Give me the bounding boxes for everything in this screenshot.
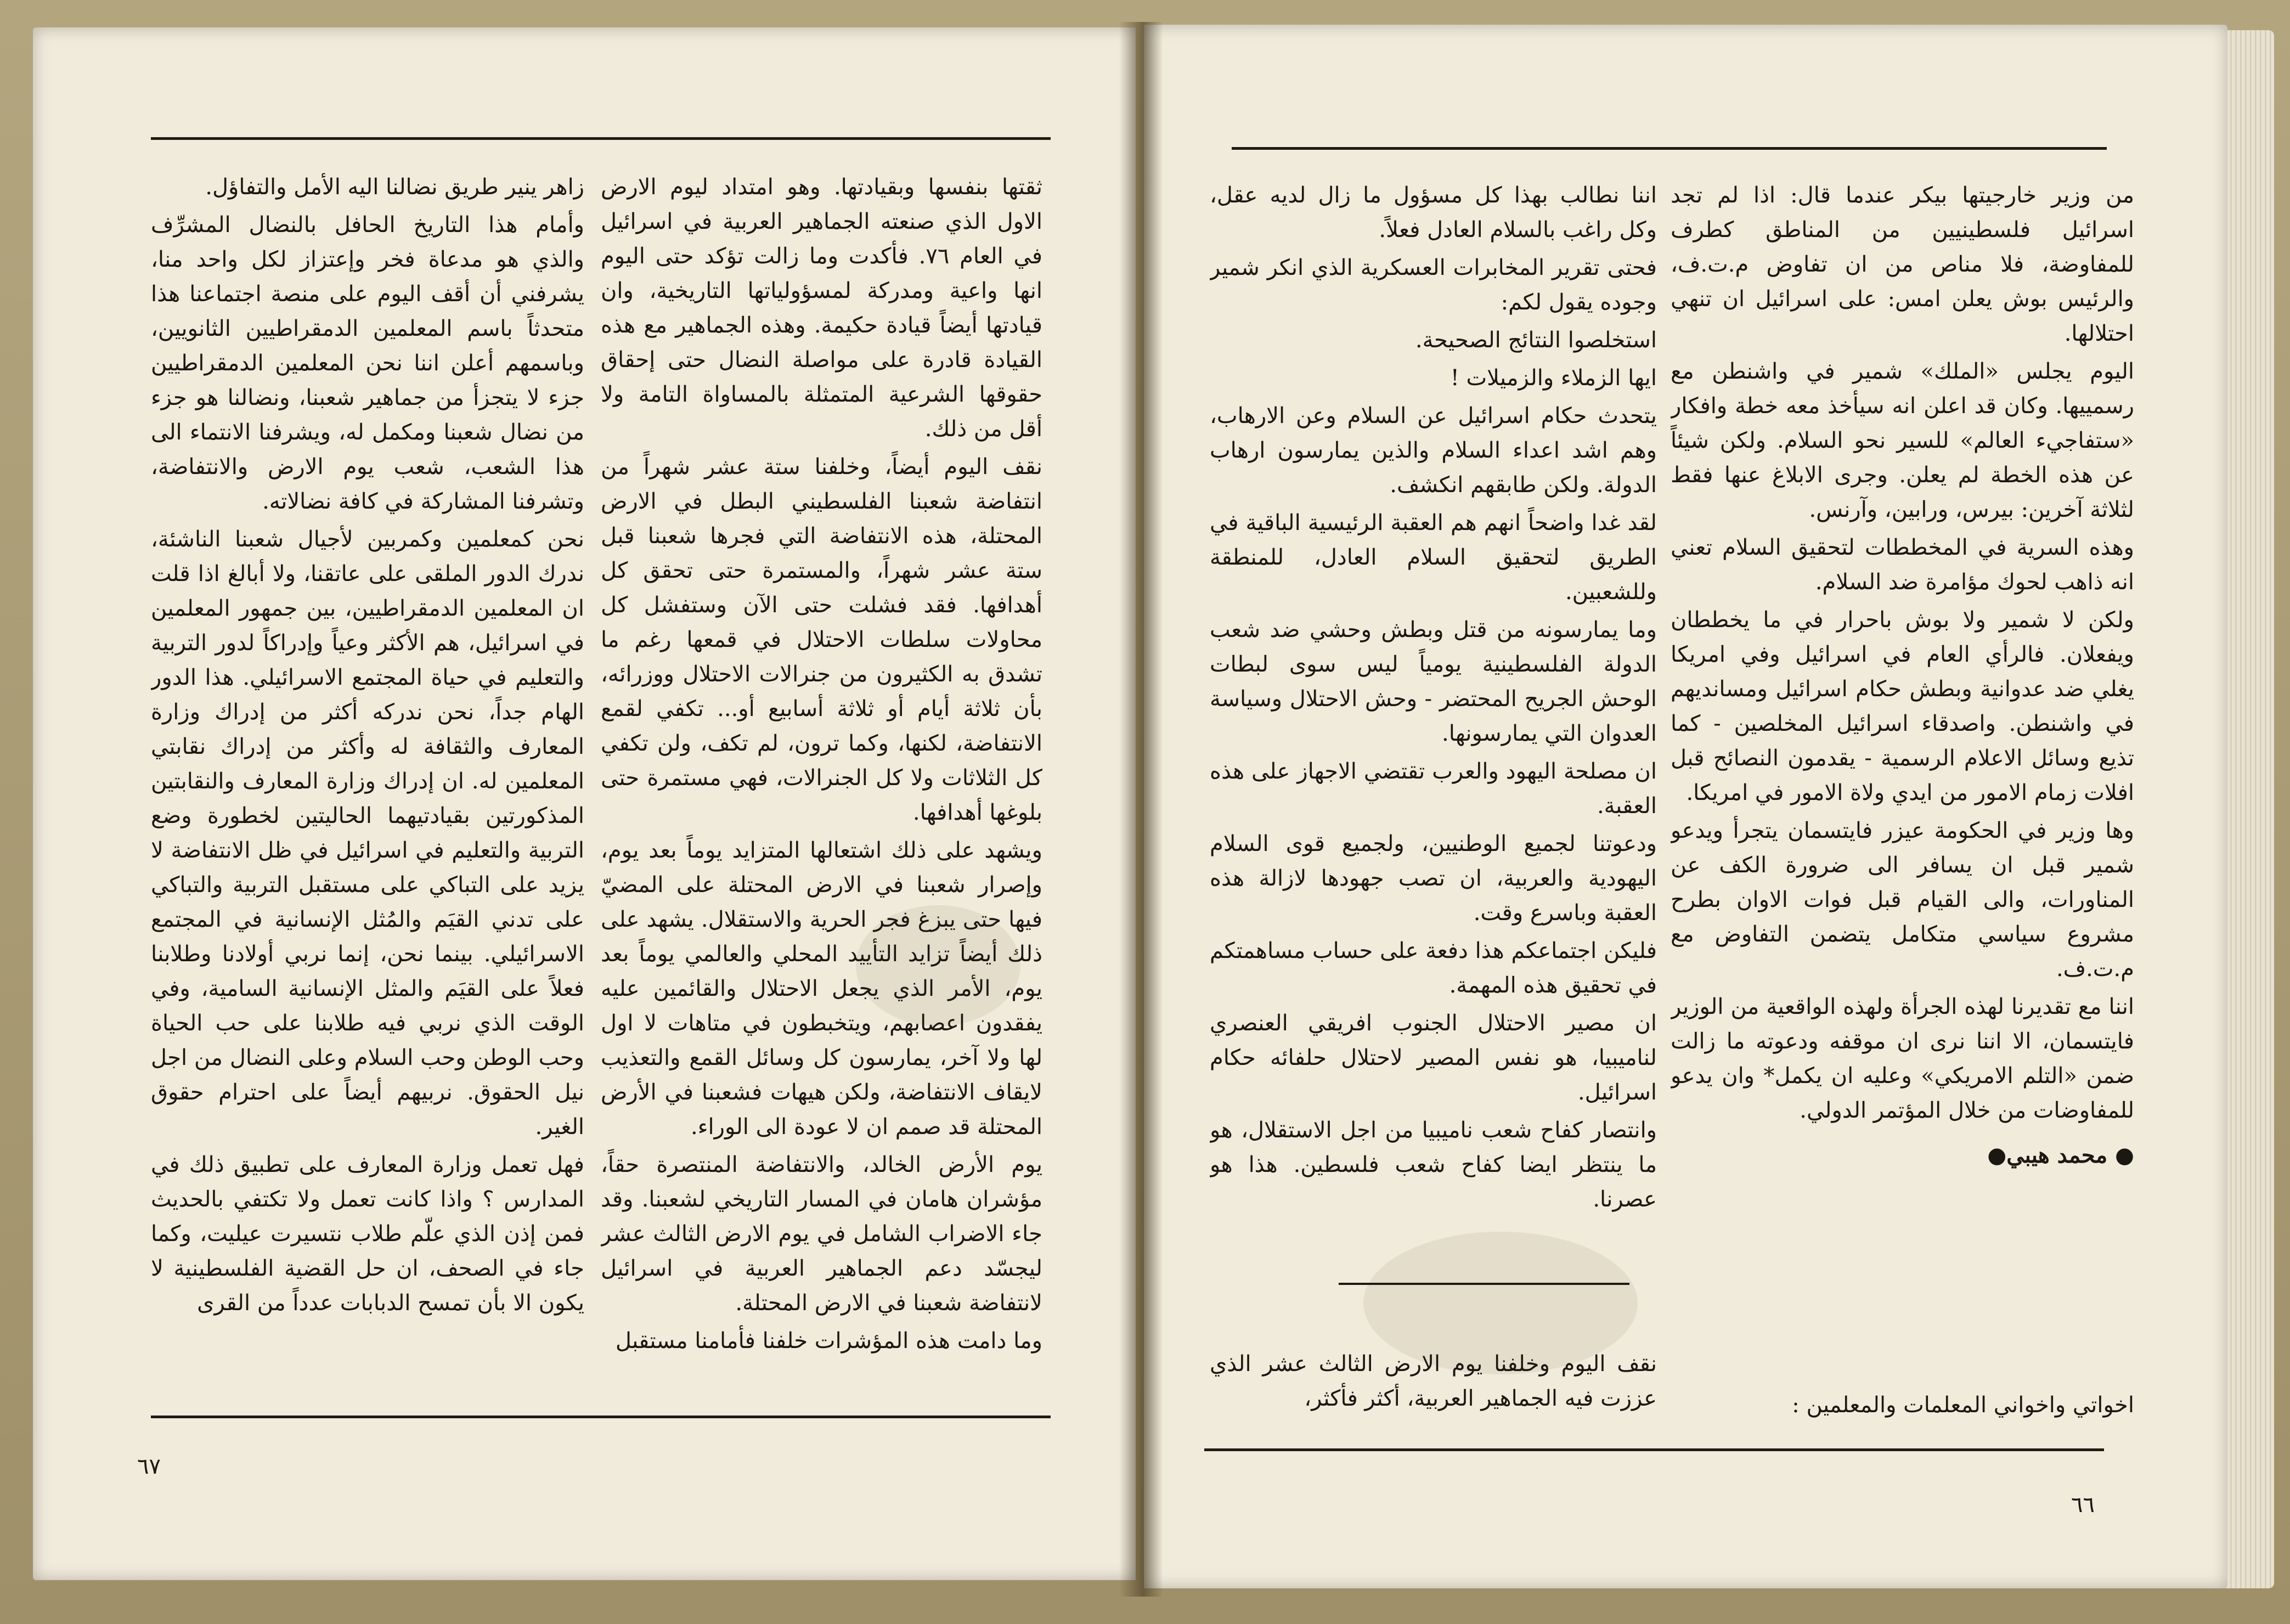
left-page-right-column <box>601 170 1042 1394</box>
paragraph: لقد غدا واضحاً انهم هم العقبة الرئيسية الباقية في الطريق لتحقيق السلام العادل، للمنطقة وللشعبين. <box>1210 510 1657 605</box>
paragraph: فليكن اجتماعكم هذا دفعة على حساب مساهمتكم في تحقيق هذه المهمة. <box>1210 938 1657 998</box>
left-page-left-column <box>151 170 584 1394</box>
paragraph: وانتصار كفاح شعب ناميبيا من اجل الاستقلال، هو ما ينتظر ايضا كفاح شعب فلسطين. هذا هو عصرنا. <box>1210 1118 1657 1212</box>
paragraph: اننا نطالب بهذا كل مسؤول ما زال لديه عقل، وكل راغب بالسلام العادل فعلاً. <box>1210 183 1657 243</box>
right-page-bottom-rule <box>1204 1448 2104 1451</box>
paragraph: نحن كمعلمين وكمربين لأجيال شعبنا الناشئة، ندرك الدور الملقى على عاتقنا، ولا أبالغ اذا قلت ان المعلمين الدمقراطيين، بين جمهور المعلمين في اسرائيل، هم الأكثر وعياً وإدراكاً لدور التربية والتعليم في حياة المجتمع الاسرائيلي. هذا الدور الهام جداً، نحن ندركه أكثر من إدراك وزارة المعارف والثقافة له وأكثر من إدراك نقابتي المعلمين له. ان إدراك وزارة المعارف والنقابتين المذكورتين بقيادتيهما الحاليتين لخطورة وضع التربية والتعليم في اسرائيل في ظل الانتفاضة لا يزيد على التباكي على مستقبل التربية والتباكي على تدني القيَم والمُثل الإنسانية في المجتمع الاسرائيلي. بينما نحن، إنما نربي أولادنا وطلابنا فعلاً على القيَم والمثل الإنسانية السامية، وفي الوقت الذي نربي فيه طلابنا على حب الحياة وحب الوطن وحب السلام وعلى النضال من اجل نيل الحقوق. نربيهم أيضاً على احترام حقوق الغير. <box>151 527 584 1140</box>
paragraph: يتحدث حكام اسرائيل عن السلام وعن الارهاب، وهم اشد اعداء السلام والذين يمارسون ارهاب الدولة. ولكن طابقهم انكشف. <box>1210 403 1657 498</box>
paragraph: وها وزير في الحكومة عيزر فايتسمان يتجرأ ويدعو شمير قبل ان يسافر الى ضرورة الكف عن المناورات، والى القيام قبل فوات الاوان بطرح مشروع سياسي متكامل يتضمن التفاوض مع م.ت.ف. <box>1671 818 2134 982</box>
book-gutter <box>1119 22 1163 1597</box>
author-signature: ● محمد هيبي● <box>1987 1142 2134 1168</box>
paragraph: فهل تعمل وزارة المعارف على تطبيق ذلك في المدارس ؟ واذا كانت تعمل ولا تكتفي بالحديث فمن إذن الذي علّم طلاب نتسيرت عيليت، وكما جاء في الصحف، ان حل القضية الفلسطينية لا يكون الا بأن تمسح الدبابات عدداً من القرى <box>151 1152 584 1316</box>
paragraph: من وزير خارجيتها بيكر عندما قال: اذا لم تجد اسرائيل فلسطينيين من المناطق كطرف للمفاوضة، فلا مناص من ان تفاوض م.ت.ف، والرئيس بوش يعلن امس: على اسرائيل ان تنهي احتلالها. <box>1671 183 2134 346</box>
right-page-middle-column <box>1210 178 1657 1273</box>
left-page-top-rule <box>151 137 1051 140</box>
right-page-right-column <box>1671 178 2134 1303</box>
paragraph: وما يمارسونه من قتل وبطش وحشي ضد شعب الدولة الفلسطينية يومياً ليس سوى لبطات الوحش الجريح المحتضر - وحش الاحتلال وسياسة العدوان التي يمارسونها. <box>1210 617 1657 746</box>
right-page-top-rule <box>1232 147 2107 150</box>
paragraph: ودعوتنا لجميع الوطنيين، ولجميع قوى السلام اليهودية والعربية، ان تصب جهودها لازالة هذه العقبة وباسرع وقت. <box>1210 831 1657 926</box>
salutation: اخواتي واخواني المعلمات والمعلمين : <box>1792 1392 2134 1418</box>
paragraph: نقف اليوم أيضاً، وخلفنا ستة عشر شهراً من انتفاضة شعبنا الفلسطيني البطل في الارض المحتلة، هذه الانتفاضة التي فجرها شعبنا قبل ستة عشر شهراً، والمستمرة حتى تحقق كل أهدافها. فقد فشلت حتى الآن وستفشل كل محاولات سلطات الاحتلال في قمعها رغم ما تشدق به الكثيرون من جنرالات الاحتلال ووزرائه، بأن ثلاثة أيام أو ثلاثة أسابيع أو... تكفي لقمع الانتفاضة، لكنها، وكما ترون، لم تكف، ولن تكفي كل الثلاثات ولا كل الجنرالات، فهي مستمرة حتى بلوغها أهدافها. <box>601 454 1042 825</box>
right-page-bottom-middle-text <box>1210 1347 1657 1424</box>
page-number-right: ٦٦ <box>2071 1492 2095 1518</box>
left-page-bottom-rule <box>151 1416 1051 1418</box>
paragraph: استخلصوا النتائج الصحيحة. <box>1415 328 1657 353</box>
paragraph: وهذه السرية في المخططات لتحقيق السلام تعني انه ذاهب لحوك مؤامرة ضد السلام. <box>1671 535 2134 595</box>
page-edge-stack <box>2222 30 2274 1588</box>
paragraph: ايها الزملاء والزميلات ! <box>1450 365 1657 391</box>
paragraph: يوم الأرض الخالد، والانتفاضة المنتصرة حقاً، مؤشران هامان في المسار التاريخي لشعبنا. وقد جاء الاضراب الشامل في يوم الارض الثالث عشر ليجسّد دعم الجماهير العربية في اسرائيل لانتفاضة شعبنا في الارض المحتلة. <box>601 1152 1042 1316</box>
section-separator <box>1339 1283 1629 1285</box>
paragraph: ولكن لا شمير ولا بوش باحرار في ما يخططان ويفعلان. فالرأي العام في اسرائيل وفي امريكا يغلي ضد عدوانية وبطش حكام اسرائيل ومسانديهم في واشنطن. واصدقاء اسرائيل المخلصين - كما تذيع وسائل الاعلام الرسمية - يقدمون النصائح قبل افلات زمام الامور من ايدي ولاة الامور في امريكا. <box>1671 607 2134 805</box>
paragraph: ان مصير الاحتلال الجنوب افريقي العنصري لناميبيا، هو نفس المصير لاحتلال حلفائه حكام اسرائيل. <box>1210 1011 1657 1105</box>
right-page-bottom-right-line <box>1668 1388 2134 1432</box>
paragraph: نقف اليوم وخلفنا يوم الارض الثالث عشر الذي عززت فيه الجماهير العربية، أكثر فأكثر، <box>1210 1351 1657 1411</box>
paragraph: زاهر ينير طريق نضالنا اليه الأمل والتفاؤل. <box>205 174 584 200</box>
paragraph: ويشهد على ذلك اشتعالها المتزايد يوماً بعد يوم، وإصرار شعبنا في الارض المحتلة على المضيّ فيها حتى يبزغ فجر الحرية والاستقلال. يشهد على ذلك أيضاً تزايد التأييد المحلي والعالمي يوماً بعد يوم، الأمر الذي يجعل الاحتلال والقائمين عليه يفقدون اعصابهم، ويتخبطون في متاهات لا اول لها ولا آخر، يمارسون كل وسائل القمع والتعذيب لايقاف الانتفاضة، ولكن هيهات فشعبنا في الأرض المحتلة قد صمم ان لا عودة الى الوراء. <box>601 838 1042 1140</box>
paragraph: فحتى تقرير المخابرات العسكرية الذي انكر شمير وجوده يقول لكم: <box>1210 255 1657 315</box>
paragraph: اليوم يجلس «الملك» شمير في واشنطن مع رسمييها. وكان قد اعلن انه سيأخذ معه خطة وافكار «ستفاجيء العالم» للسير نحو السلام. ولكن شيئاً عن هذه الخطة لم يعلن. وجرى الابلاغ عنها فقط لثلاثة آخرين: بيرس، ورابين، وآرنس. <box>1671 359 2134 522</box>
paragraph: وما دامت هذه المؤشرات خلفنا فأمامنا مستقبل <box>615 1328 1042 1354</box>
page-number-left: ٦٧ <box>137 1454 161 1479</box>
paragraph: اننا مع تقديرنا لهذه الجرأة ولهذه الواقعية من الوزير فايتسمان، الا اننا نرى ان موقفه ودعوته ما زالت ضمن «التلم الامريكي» وعليه ان يكمل* وان يدعو للمفاوضات من خلال المؤتمر الدولي. <box>1671 994 2134 1123</box>
paragraph: وأمام هذا التاريخ الحافل بالنضال المشرِّف والذي هو مدعاة فخر وإعتزاز لكل واحد منا، يشرفني أن أقف اليوم على منصة اجتماعنا هذا متحدثاً باسم المعلمين الدمقراطيين الثانويين، وباسمهم أعلن اننا نحن المعلمين الدمقراطيين جزء لا يتجزأ من جماهير شعبنا، ونضالنا هو جزء من نضال شعبنا ومكمل له، ويشرفنا الانتماء الى هذا الشعب، شعب يوم الارض والانتفاضة، وتشرفنا المشاركة في كافة نضالاته. <box>151 212 584 514</box>
paragraph: ان مصلحة اليهود والعرب تقتضي الاجهاز على هذه العقبة. <box>1210 759 1657 819</box>
paragraph: ثقتها بنفسها وبقيادتها. وهو امتداد ليوم الارض الاول الذي صنعته الجماهير العربية في اسرائيل في العام ٧٦. فأكدت وما زالت تؤكد حتى اليوم انها واعية ومدركة لمسؤولياتها التاريخية، وان قيادتها أيضاً قيادة حكيمة. وهذه الجماهير مع هذه القيادة قادرة على مواصلة النضال حتى إحقاق حقوقها الشرعية المتمثلة بالمساواة التامة ولا أقل من ذلك. <box>601 174 1042 442</box>
